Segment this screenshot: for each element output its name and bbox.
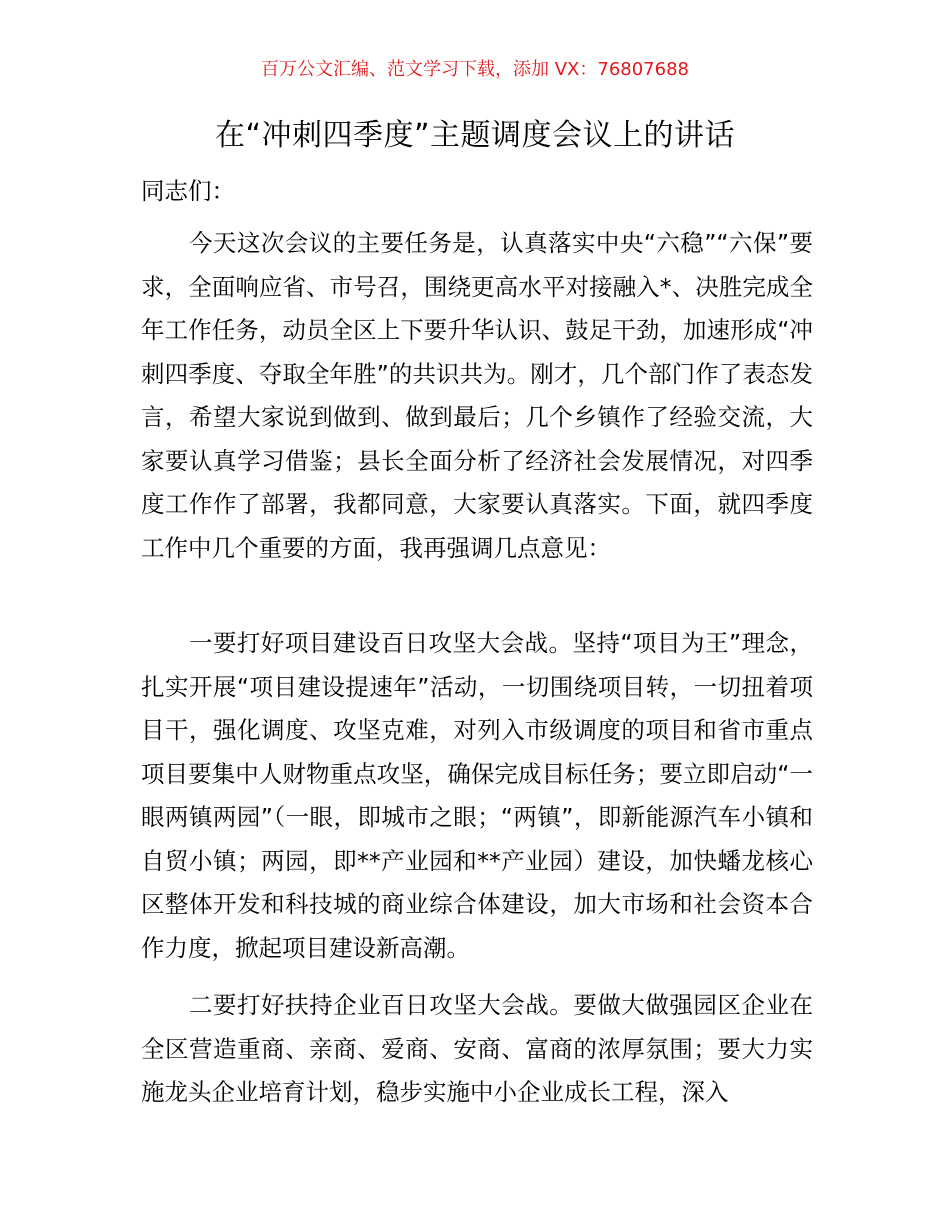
paragraph-enterprise-support: 二要打好扶持企业百日攻坚大会战。要做大做强园区企业在全区营造重商、亲商、爱商、安商、富商的浓厚氛围；要大力实施龙头企业培育计划，稳步实施中小企业成长工程，深入 bbox=[141, 991, 813, 1106]
paragraph-project-construction: 一要打好项目建设百日攻坚大会战。坚持“项目为王”理念，扎实开展“项目建设提速年”活动，一切围绕项目转，一切扭着项目干，强化调度、攻坚克难，对列入市级调度的项目和省市重点项目要集中人财物重点攻坚，确保完成目标任务；要立即启动“一眼两镇两园”（一眼，即城市之眼；“两镇”，即新能源汽车小镇和自贸小镇；两园，即**产业园和**产业园）建设，加快蟠龙核心区整体开发和科技城的商业综合体建设，加大市场和社会资本合作力度，掀起项目建设新高潮。 bbox=[141, 629, 813, 962]
watermark-header: 百万公文汇编、范文学习下载，添加 VX：76807688 bbox=[261, 59, 689, 80]
document-title: 在“冲刺四季度”主题调度会议上的讲话 bbox=[214, 118, 736, 153]
paragraph-intro: 今天这次会议的主要任务是，认真落实中央“六稳”“六保”要求，全面响应省、市号召，围绕更高水平对接融入*、决胜完成全年工作任务，动员全区上下要升华认识、鼓足干劲，加速形成“冲刺四季度、夺取全年胜”的共识共为。刚才，几个部门作了表态发言，希望大家说到做到、做到最后；几个乡镇作了经验交流，大家要认真学习借鉴；县长全面分析了经济社会发展情况，对四季度工作作了部署，我都同意，大家要认真落实。下面，就四季度工作中几个重要的方面，我再强调几点意见： bbox=[141, 229, 813, 562]
salutation: 同志们： bbox=[141, 177, 235, 205]
